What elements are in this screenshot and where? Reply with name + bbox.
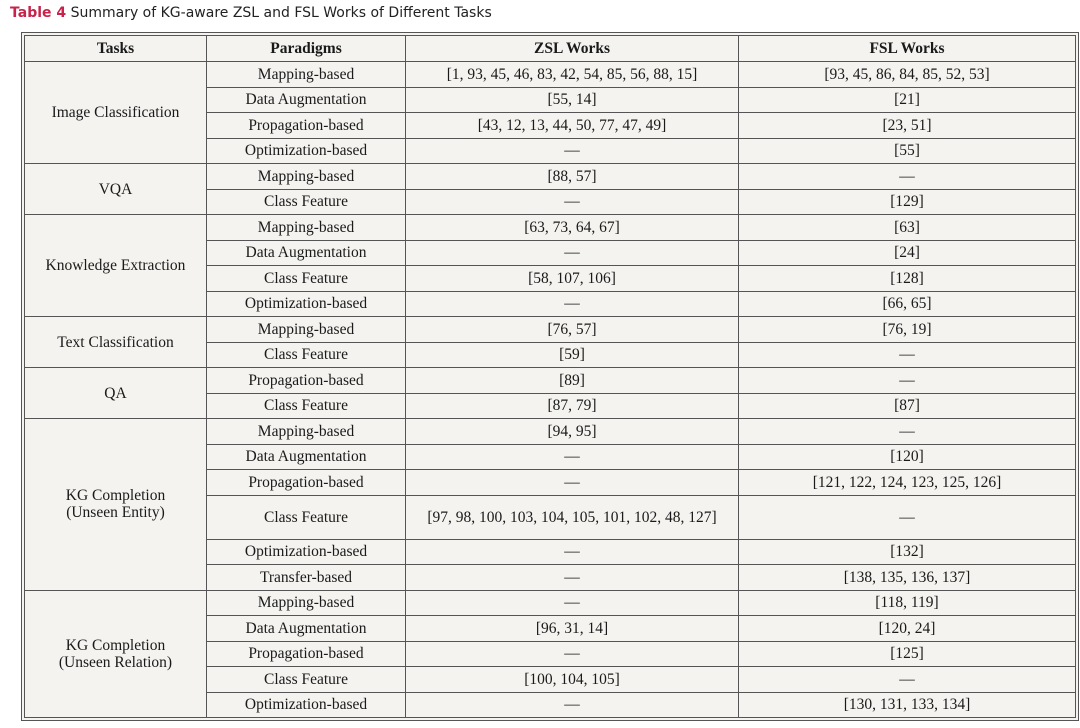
paradigm-cell: Propagation-based: [207, 470, 406, 496]
task-cell: Text Classification: [25, 317, 207, 368]
fsl-works-cell: —: [739, 419, 1076, 445]
paradigm-cell: Propagation-based: [207, 368, 406, 394]
fsl-works-cell: [55]: [739, 138, 1076, 164]
paradigm-cell: Class Feature: [207, 667, 406, 693]
fsl-works-cell: [129]: [739, 189, 1076, 215]
paradigm-cell: Mapping-based: [207, 419, 406, 445]
header-tasks: Tasks: [25, 36, 207, 62]
table-row: [25, 368, 1076, 394]
zsl-works-cell: [88, 57]: [406, 164, 739, 190]
zsl-works-cell: —: [406, 240, 739, 266]
fsl-works-cell: [93, 45, 86, 84, 85, 52, 53]: [739, 62, 1076, 88]
zsl-works-cell: [59]: [406, 342, 739, 368]
summary-table: [24, 35, 1076, 718]
header-zsl-works: ZSL Works: [406, 36, 739, 62]
zsl-works-cell: —: [406, 641, 739, 667]
task-cell: KG Completion (Unseen Relation): [25, 590, 207, 718]
zsl-works-cell: —: [406, 692, 739, 718]
table-number-label: Table 4: [10, 5, 67, 21]
header-paradigms: Paradigms: [207, 36, 406, 62]
task-cell: Image Classification: [25, 62, 207, 164]
zsl-works-cell: —: [406, 539, 739, 565]
zsl-works-cell: [94, 95]: [406, 419, 739, 445]
zsl-works-cell: [100, 104, 105]: [406, 667, 739, 693]
fsl-works-cell: [118, 119]: [739, 590, 1076, 616]
fsl-works-cell: [87]: [739, 393, 1076, 419]
fsl-works-cell: [120, 24]: [739, 616, 1076, 642]
table-container: [21, 32, 1079, 721]
fsl-works-cell: —: [739, 164, 1076, 190]
fsl-works-cell: [66, 65]: [739, 291, 1076, 317]
paradigm-cell: Propagation-based: [207, 641, 406, 667]
header-row: [25, 36, 1076, 62]
paradigm-cell: Class Feature: [207, 342, 406, 368]
zsl-works-cell: —: [406, 291, 739, 317]
paradigm-cell: Mapping-based: [207, 164, 406, 190]
paradigm-cell: Optimization-based: [207, 692, 406, 718]
zsl-works-cell: —: [406, 189, 739, 215]
paradigm-cell: Mapping-based: [207, 62, 406, 88]
task-cell: VQA: [25, 164, 207, 215]
zsl-works-cell: [1, 93, 45, 46, 83, 42, 54, 85, 56, 88, 15]: [406, 62, 739, 88]
zsl-works-cell: [58, 107, 106]: [406, 266, 739, 292]
zsl-works-cell: [76, 57]: [406, 317, 739, 343]
paradigm-cell: Optimization-based: [207, 138, 406, 164]
fsl-works-cell: [125]: [739, 641, 1076, 667]
fsl-works-cell: [63]: [739, 215, 1076, 241]
zsl-works-cell: [96, 31, 14]: [406, 616, 739, 642]
zsl-works-cell: —: [406, 470, 739, 496]
zsl-works-cell: [63, 73, 64, 67]: [406, 215, 739, 241]
table-row: [25, 62, 1076, 88]
zsl-works-cell: —: [406, 138, 739, 164]
zsl-works-cell: —: [406, 565, 739, 591]
paradigm-cell: Data Augmentation: [207, 616, 406, 642]
paradigm-cell: Data Augmentation: [207, 87, 406, 113]
paradigm-cell: Class Feature: [207, 189, 406, 215]
task-cell: Knowledge Extraction: [25, 215, 207, 317]
paradigm-cell: Data Augmentation: [207, 240, 406, 266]
fsl-works-cell: [24]: [739, 240, 1076, 266]
zsl-works-cell: [55, 14]: [406, 87, 739, 113]
paradigm-cell: Propagation-based: [207, 113, 406, 139]
paradigm-cell: Class Feature: [207, 266, 406, 292]
fsl-works-cell: [121, 122, 124, 123, 125, 126]: [739, 470, 1076, 496]
task-cell: KG Completion (Unseen Entity): [25, 419, 207, 591]
zsl-works-cell: [43, 12, 13, 44, 50, 77, 47, 49]: [406, 113, 739, 139]
paradigm-cell: Optimization-based: [207, 291, 406, 317]
zsl-works-cell: [97, 98, 100, 103, 104, 105, 101, 102, 48, 127]: [406, 495, 739, 539]
fsl-works-cell: [21]: [739, 87, 1076, 113]
zsl-works-cell: [89]: [406, 368, 739, 394]
fsl-works-cell: [128]: [739, 266, 1076, 292]
table-row: [25, 419, 1076, 445]
fsl-works-cell: [76, 19]: [739, 317, 1076, 343]
paradigm-cell: Transfer-based: [207, 565, 406, 591]
table-caption: [10, 5, 492, 21]
paradigm-cell: Mapping-based: [207, 590, 406, 616]
fsl-works-cell: [132]: [739, 539, 1076, 565]
paradigm-cell: Class Feature: [207, 393, 406, 419]
fsl-works-cell: [120]: [739, 444, 1076, 470]
table-row: [25, 215, 1076, 241]
paradigm-cell: Mapping-based: [207, 215, 406, 241]
zsl-works-cell: —: [406, 444, 739, 470]
fsl-works-cell: [138, 135, 136, 137]: [739, 565, 1076, 591]
table-body: [25, 62, 1076, 718]
paradigm-cell: Mapping-based: [207, 317, 406, 343]
table-caption-text: Summary of KG-aware ZSL and FSL Works of Different Tasks: [70, 5, 492, 21]
fsl-works-cell: —: [739, 495, 1076, 539]
table-row: [25, 317, 1076, 343]
fsl-works-cell: [130, 131, 133, 134]: [739, 692, 1076, 718]
fsl-works-cell: —: [739, 667, 1076, 693]
table-row: [25, 164, 1076, 190]
task-cell: QA: [25, 368, 207, 419]
table-row: [25, 590, 1076, 616]
fsl-works-cell: [23, 51]: [739, 113, 1076, 139]
paradigm-cell: Data Augmentation: [207, 444, 406, 470]
paradigm-cell: Optimization-based: [207, 539, 406, 565]
zsl-works-cell: —: [406, 590, 739, 616]
fsl-works-cell: —: [739, 368, 1076, 394]
header-fsl-works: FSL Works: [739, 36, 1076, 62]
zsl-works-cell: [87, 79]: [406, 393, 739, 419]
fsl-works-cell: —: [739, 342, 1076, 368]
paradigm-cell: Class Feature: [207, 495, 406, 539]
